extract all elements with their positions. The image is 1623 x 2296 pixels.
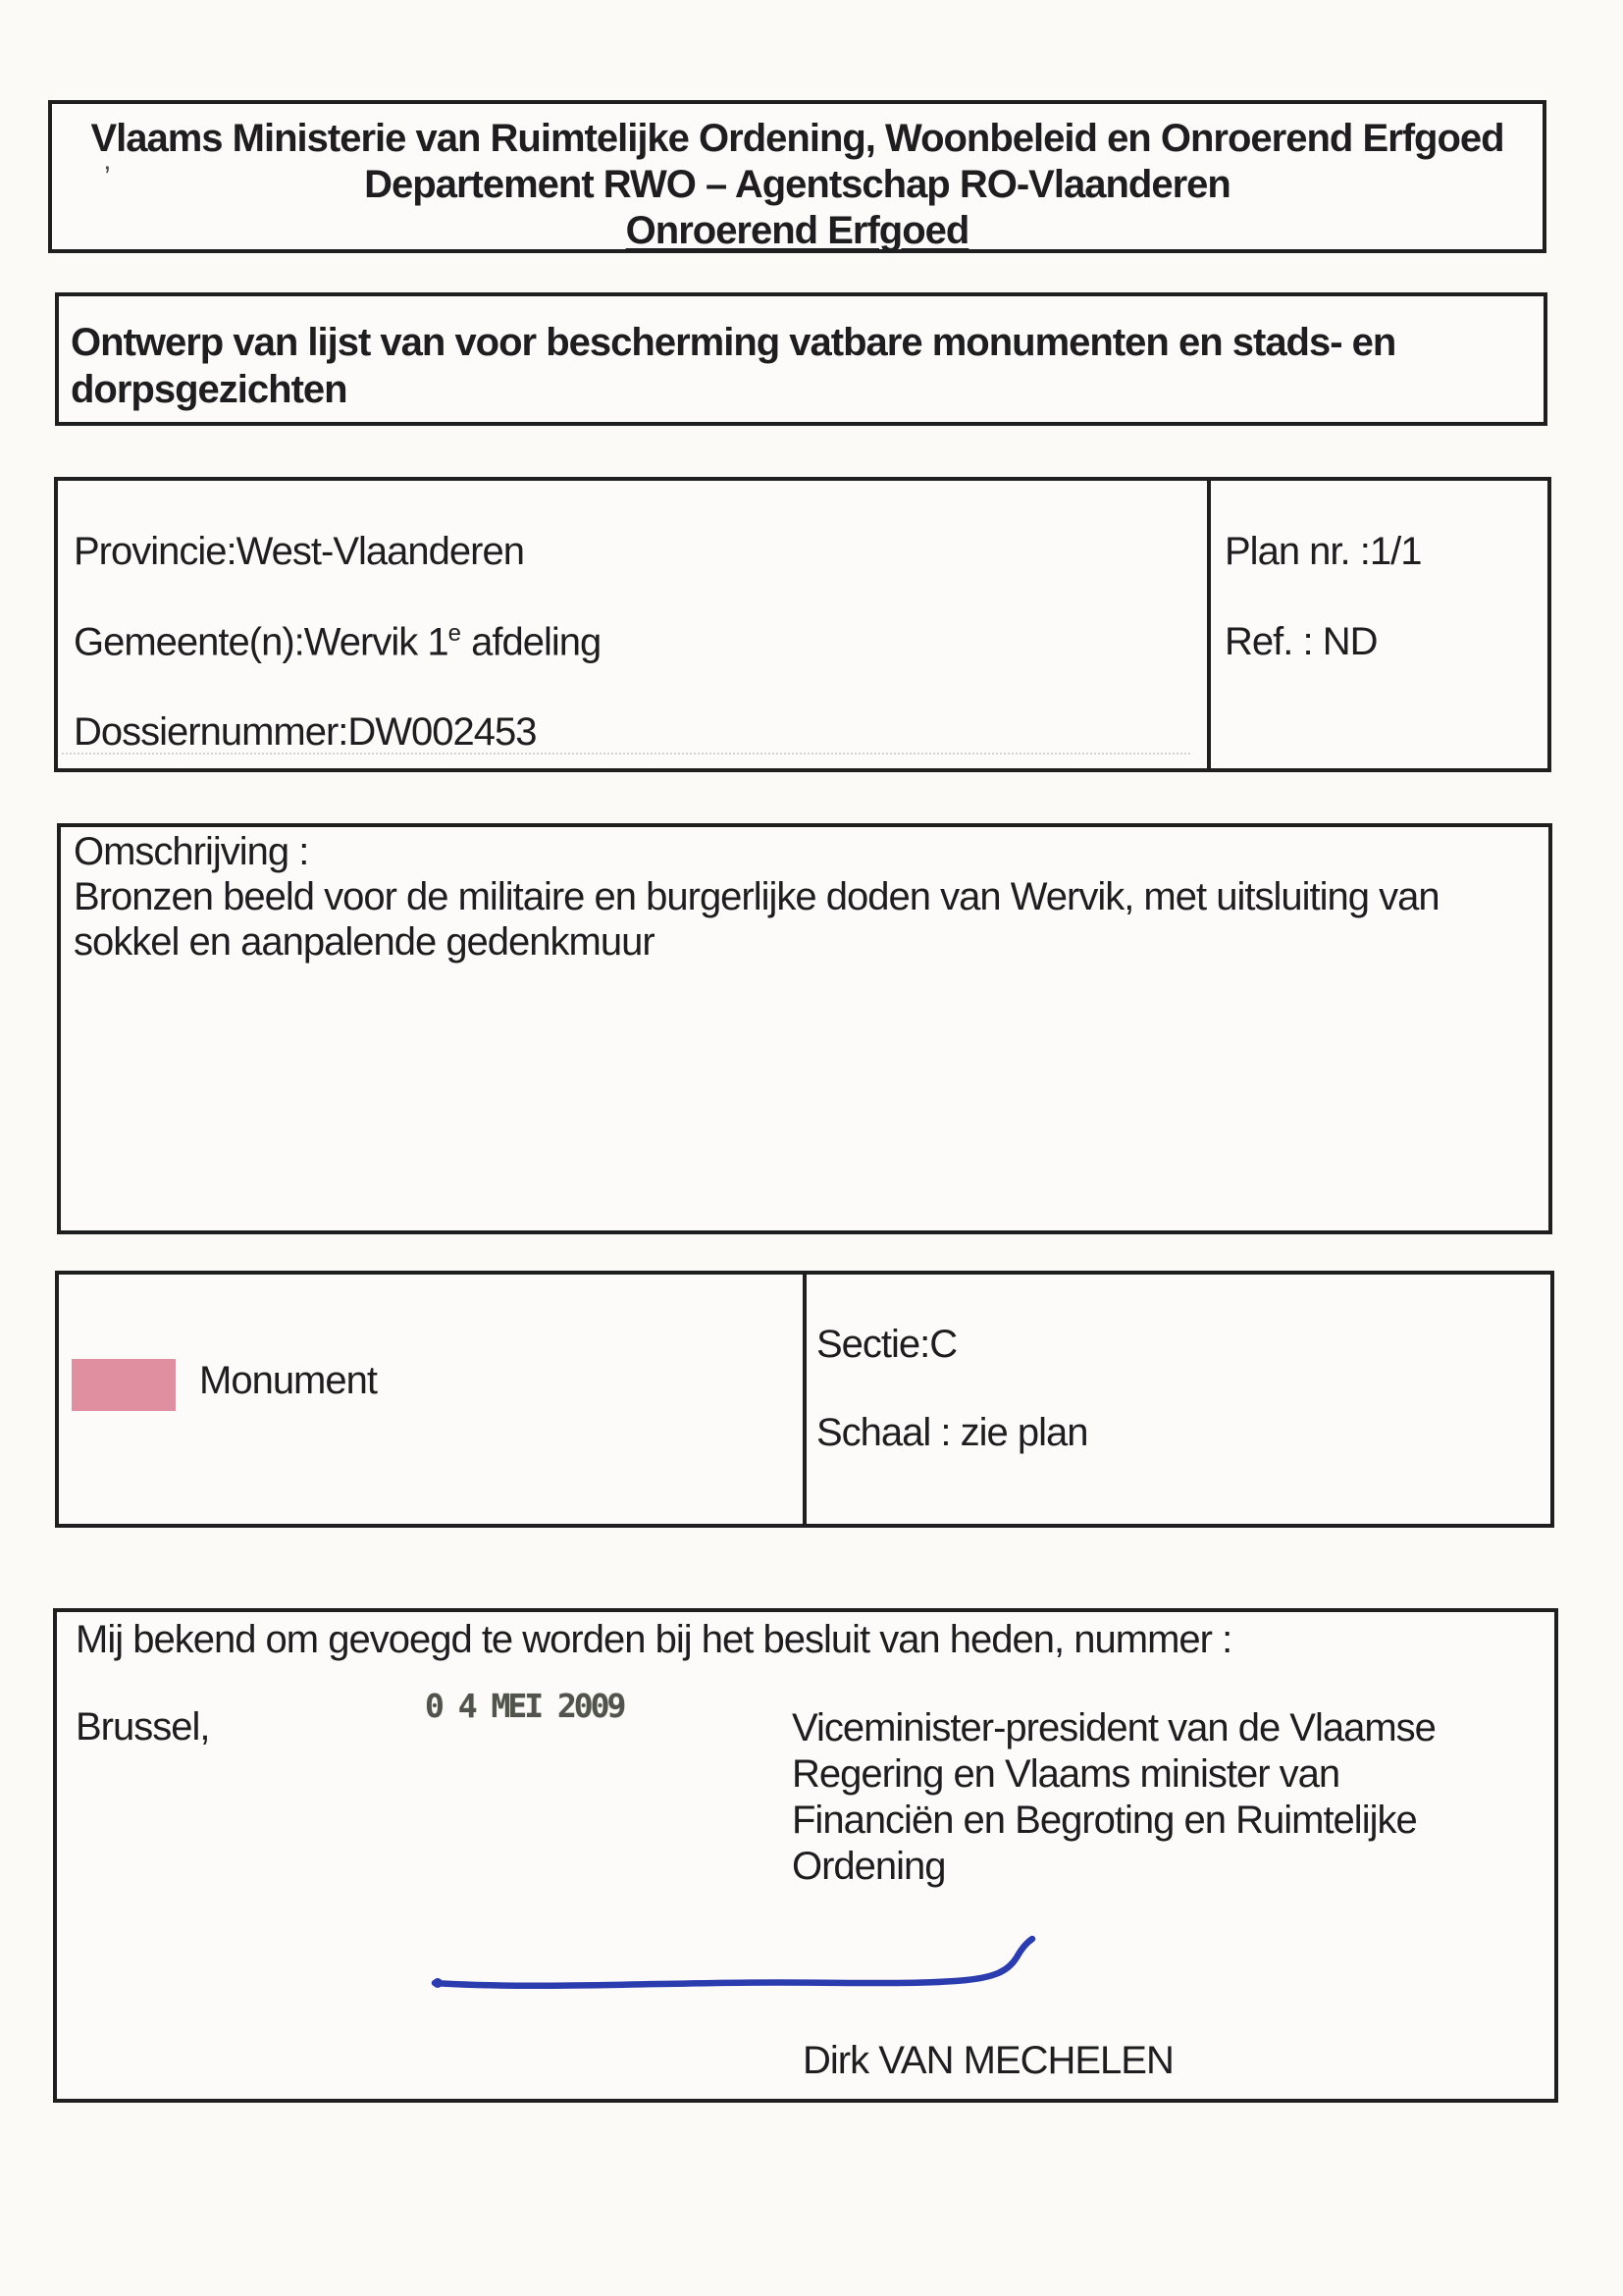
attestation-intro: Mij bekend om gevoegd te worden bij het besluit van heden, nummer : (76, 1618, 1232, 1661)
signee-name: Dirk VAN MECHELEN (803, 2039, 1174, 2082)
sectie-field: Sectie:C (816, 1323, 958, 1366)
minister-title-block (792, 1705, 1436, 1890)
legend-column-divider (803, 1275, 807, 1524)
date-stamp: 0 4 MEI 2009 (425, 1687, 624, 1725)
scan-stray-mark: ’ (104, 161, 111, 193)
signature-path (435, 1939, 1032, 1986)
plan-nr-field: Plan nr. :1/1 (1225, 530, 1422, 573)
attestation-box (53, 1608, 1558, 2103)
department-line: Departement RWO – Agentschap RO-Vlaanderen (364, 163, 1230, 206)
minister-title-line: Ordening (792, 1845, 946, 1888)
description-box (57, 823, 1552, 1234)
minister-title-line: Viceminister-president van de Vlaamse (792, 1706, 1436, 1749)
monument-label: Monument (199, 1359, 377, 1402)
signature-stroke (422, 1925, 1050, 2004)
gemeente-field (74, 620, 601, 664)
schaal-field: Schaal : zie plan (816, 1411, 1088, 1454)
gemeente-suffix: afdeling (460, 620, 602, 664)
provincie-field: Provincie:West-Vlaanderen (74, 530, 524, 573)
minister-title-line: Financiën en Begroting en Ruimtelijke (792, 1799, 1417, 1842)
minister-title-line: Regering en Vlaams minister van (792, 1752, 1340, 1796)
dossiernummer-field: Dossiernummer:DW002453 (74, 710, 537, 754)
document-title-box (55, 292, 1547, 426)
header-box (48, 100, 1546, 253)
gemeente-text: Gemeente(n):Wervik 1 (74, 620, 448, 664)
description-text: Bronzen beeld voor de militaire en burgerlijke doden van Wervik, met uitsluiting van sokkel en aanpalende gedenkmuur (74, 875, 1440, 964)
gemeente-superscript: e (447, 620, 461, 647)
signature-ink-blob (433, 1978, 443, 1988)
ministry-title: Vlaams Ministerie van Ruimtelijke Ordening, Woonbeleid en Onroerend Erfgoed (90, 117, 1504, 160)
description-label: Omschrijving : (74, 830, 309, 873)
agency-line: Onroerend Erfgoed (625, 209, 969, 252)
monument-color-swatch (72, 1359, 176, 1411)
legend-box (55, 1271, 1554, 1528)
document-title: Ontwerp van lijst van voor bescherming vatbare monumenten en stads- en dorpsgezichten (71, 321, 1396, 411)
case-details-box (54, 477, 1551, 772)
scan-dotted-artifact (62, 753, 1190, 755)
ref-field: Ref. : ND (1225, 620, 1378, 663)
details-column-divider (1207, 481, 1211, 768)
place-label: Brussel, (76, 1705, 210, 1748)
